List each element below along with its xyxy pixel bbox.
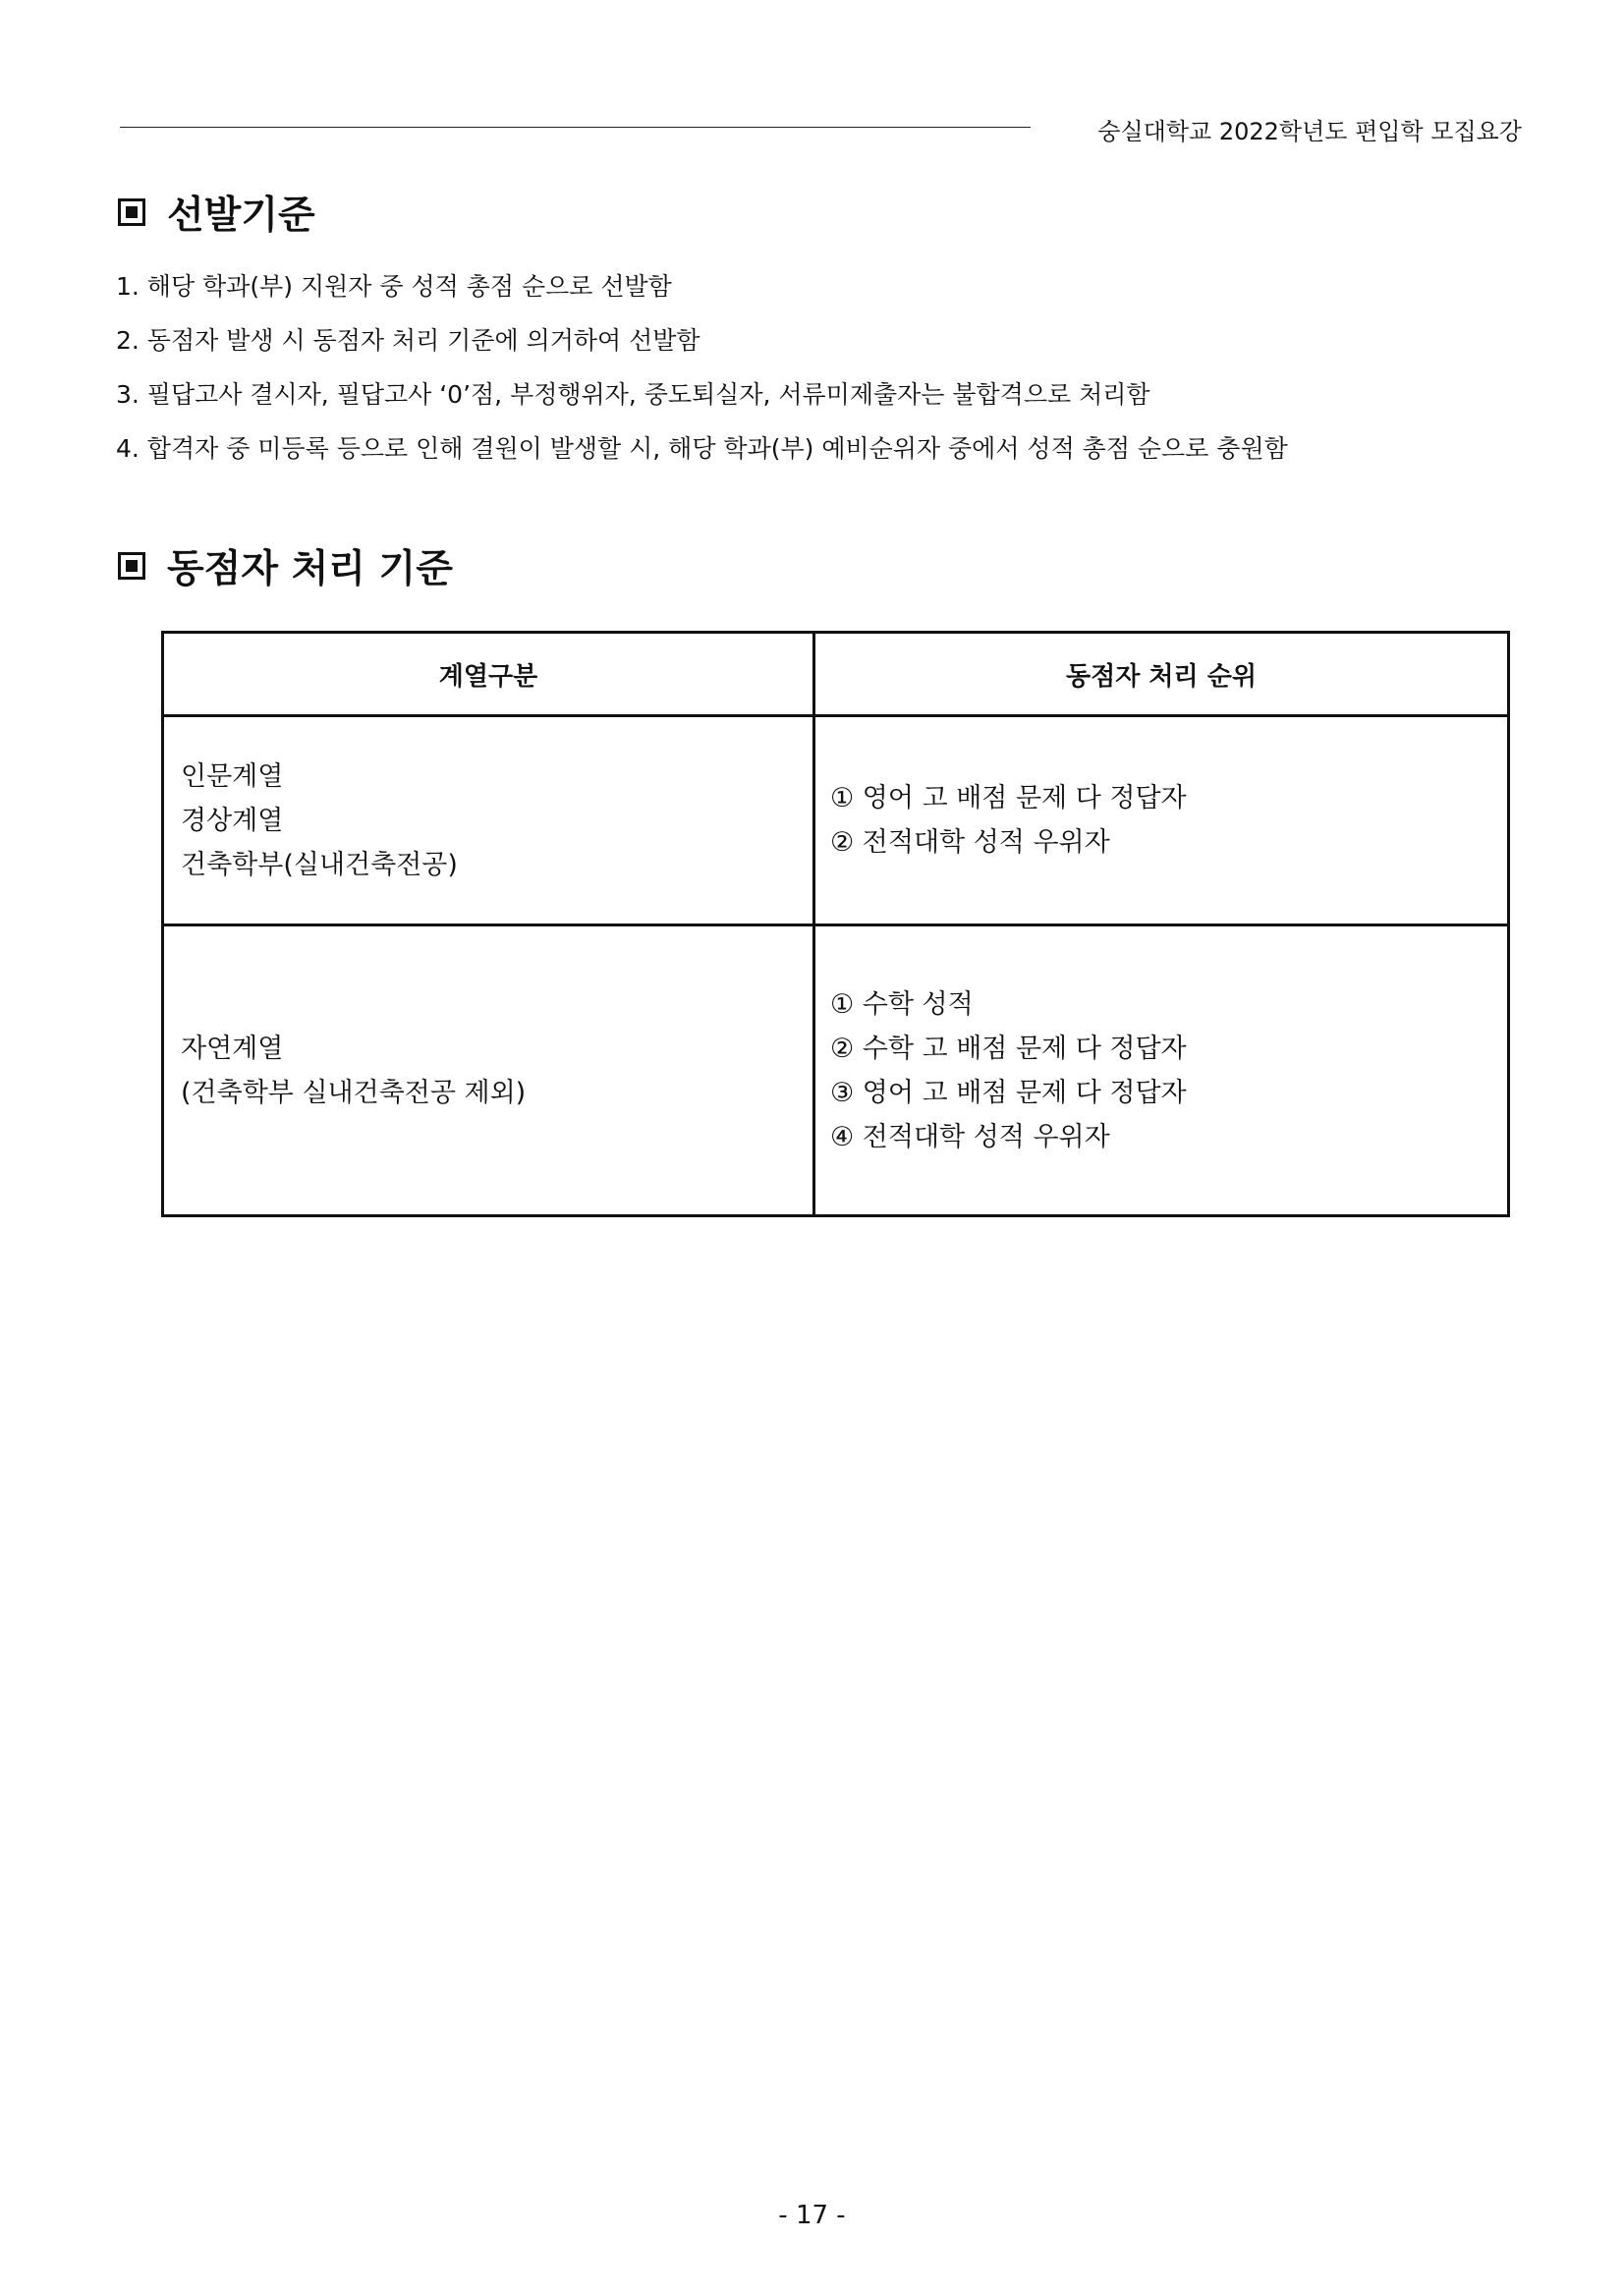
table-row: [163, 925, 1509, 1216]
selection-criteria-list: [116, 267, 1288, 483]
criteria-item: 2. 동점자 발생 시 동점자 처리 기준에 의거하여 선발함: [116, 326, 700, 355]
square-bullet-icon: [118, 198, 145, 226]
header-category: 계열구분: [163, 633, 814, 716]
order-line: ① 영어 고 배점 문제 다 정답자: [830, 783, 1187, 813]
table-header-row: [163, 633, 1509, 716]
criteria-item: 4. 합격자 중 미등록 등으로 인해 결원이 발생할 시, 해당 학과(부) 예비순위자 중에서 성적 총점 순으로 충원함: [116, 434, 1288, 463]
category-line: 경상계열: [181, 805, 284, 836]
square-bullet-icon: [118, 552, 145, 580]
category-line: 자연계열: [181, 1033, 284, 1064]
section-heading-selection-criteria: [118, 185, 315, 240]
section-title-text: 동점자 처리 기준: [167, 547, 453, 591]
category-line: 건축학부(실내건축전공): [181, 849, 458, 880]
order-line: ① 수학 성적: [830, 988, 974, 1020]
table-row: [163, 716, 1509, 925]
criteria-item: 3. 필답고사 결시자, 필답고사 ‘0’점, 부정행위자, 중도퇴실자, 서류미제출자는 불합격으로 처리함: [116, 380, 1150, 409]
order-line: ③ 영어 고 배점 문제 다 정답자: [830, 1077, 1187, 1108]
page-number: - 17 -: [778, 2201, 846, 2230]
header-rule: [120, 127, 1031, 128]
section-title-text: 선발기준: [167, 194, 315, 238]
category-cell: [163, 925, 814, 1216]
running-header: 숭실대학교 2022학년도 편입학 모집요강: [1097, 118, 1522, 145]
header-tiebreak-order: 동점자 처리 순위: [814, 633, 1509, 716]
tiebreak-table: [161, 631, 1510, 1217]
order-cell: [814, 716, 1509, 925]
order-line: ② 전적대학 성적 우위자: [830, 827, 1110, 858]
category-line: 인문계열: [181, 760, 284, 792]
order-cell: [814, 925, 1509, 1216]
order-line: ② 수학 고 배점 문제 다 정답자: [830, 1033, 1187, 1064]
category-cell: [163, 716, 814, 925]
category-line: (건축학부 실내건축전공 제외): [181, 1077, 527, 1108]
criteria-item: 1. 해당 학과(부) 지원자 중 성적 총점 순으로 선발함: [116, 272, 672, 301]
order-line: ④ 전적대학 성적 우위자: [830, 1121, 1110, 1152]
section-heading-tiebreak-criteria: [118, 538, 453, 593]
